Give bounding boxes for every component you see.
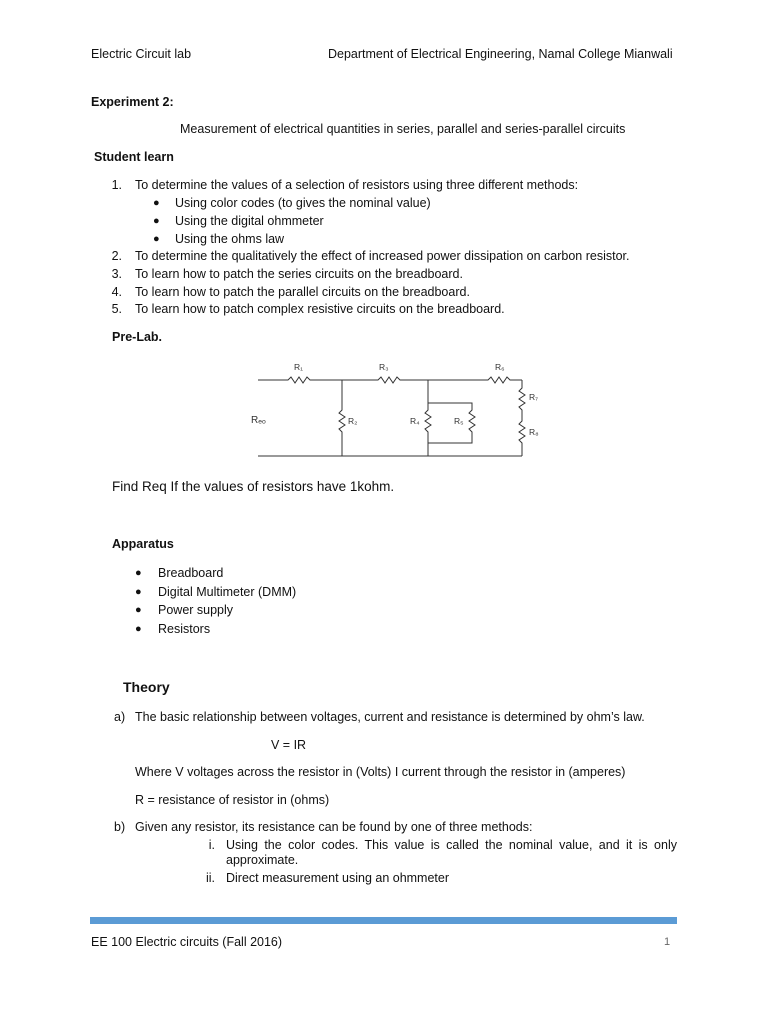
theory-b-label: b) — [114, 820, 126, 834]
apparatus-item: Digital Multimeter (DMM) — [158, 585, 297, 599]
list-item: To determine the values of a selection of resistors using three different methods: — [135, 178, 579, 192]
apparatus-heading: Apparatus — [112, 537, 174, 551]
list-item: To learn how to patch complex resistive circuits on the breadboard. — [135, 302, 505, 316]
apparatus-item: Breadboard — [158, 566, 224, 580]
sub-list-item: Using color codes (to gives the nominal value) — [175, 196, 431, 210]
prelab-heading: Pre-Lab. — [112, 330, 163, 344]
theory-heading: Theory — [123, 679, 170, 695]
roman-item: Direct measurement using an ohmmeter — [226, 871, 450, 885]
roman-item: Using the color codes. This value is called the nominal value, and it is only approximate. — [226, 838, 677, 867]
list-item: To learn how to patch the series circuits on the breadboard. — [135, 267, 463, 281]
prelab-question: Find Req If the values of resistors have 1kohm. — [112, 479, 395, 494]
roman-number: ii. — [205, 871, 215, 885]
theory-a-label: a) — [114, 710, 126, 724]
label-req: Rₑₒ — [251, 415, 266, 426]
bullet-icon: ● — [153, 197, 160, 209]
apparatus-item: Power supply — [158, 603, 234, 617]
list-item: To learn how to patch the parallel circuits on the breadboard. — [135, 285, 470, 299]
sub-list-item: Using the ohms law — [175, 232, 285, 246]
circuit-diagram — [250, 358, 550, 463]
footer-divider — [90, 917, 677, 924]
list-item: To determine the qualitatively the effect of increased power dissipation on carbon resistor. — [135, 249, 630, 263]
bullet-icon: ● — [153, 233, 160, 245]
list-number: 5. — [111, 302, 122, 316]
label-r3: R₃ — [379, 362, 389, 372]
label-r7: R₇ — [529, 392, 539, 402]
list-number: 3. — [111, 267, 122, 281]
header-right: Department of Electrical Engineering, Namal College Mianwali — [328, 47, 673, 61]
label-r1: R₁ — [294, 362, 304, 372]
theory-where: Where V voltages across the resistor in (Volts) I current through the resistor in (amperes) — [135, 765, 626, 779]
learn-heading: Student learn — [94, 150, 174, 164]
ohms-law-equation: V = IR — [271, 738, 307, 752]
list-number: 2. — [111, 249, 122, 263]
page-number: 1 — [664, 936, 671, 948]
label-r8: R₈ — [529, 427, 539, 437]
apparatus-item: Resistors — [158, 622, 211, 636]
bullet-icon: ● — [135, 586, 142, 598]
roman-number: i. — [208, 838, 215, 852]
sub-list-item: Using the digital ohmmeter — [175, 214, 324, 228]
experiment-subtitle: Measurement of electrical quantities in series, parallel and series-parallel circuits — [180, 122, 626, 136]
footer-course: EE 100 Electric circuits (Fall 2016) — [91, 935, 283, 949]
label-r2: R₂ — [348, 416, 358, 426]
theory-r-definition: R = resistance of resistor in (ohms) — [135, 793, 330, 807]
label-r6: R₆ — [495, 362, 505, 372]
label-r5: R₅ — [454, 416, 464, 426]
list-number: 4. — [111, 285, 122, 299]
bullet-icon: ● — [135, 567, 142, 579]
bullet-icon: ● — [153, 215, 160, 227]
bullet-icon: ● — [135, 604, 142, 616]
label-r4: R₄ — [410, 416, 420, 426]
experiment-title: Experiment 2: — [91, 95, 174, 109]
bullet-icon: ● — [135, 623, 142, 635]
theory-a-text: The basic relationship between voltages, current and resistance is determined by ohm’s law. — [135, 710, 645, 724]
theory-b-text: Given any resistor, its resistance can be found by one of three methods: — [135, 820, 533, 834]
list-number: 1. — [111, 178, 122, 192]
header-left: Electric Circuit lab — [91, 47, 192, 61]
